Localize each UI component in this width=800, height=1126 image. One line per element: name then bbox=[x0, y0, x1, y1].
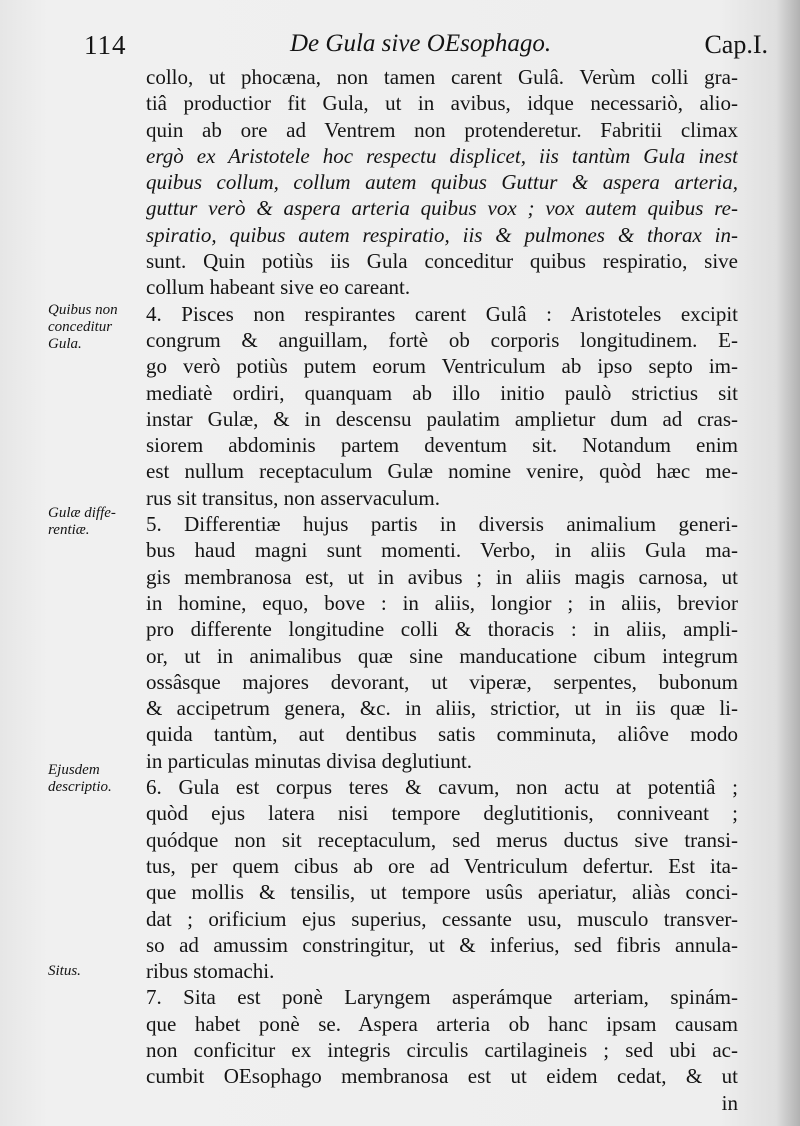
margin-note-line: descriptio. bbox=[48, 779, 112, 795]
text-line: 4. Pisces non respirantes carent Gulâ : Aristoteles excipit bbox=[146, 301, 738, 326]
text-line: quódque non sit receptaculum, sed merus ductus sive transi- bbox=[146, 827, 738, 852]
text-line: rus sit transitus, non asservaculum. bbox=[146, 485, 440, 510]
text-line: 5. Differentiæ hujus partis in diversis animalium generi- bbox=[146, 512, 738, 537]
text-line: quida tantùm, aut dentibus satis comminuta, aliôve modo bbox=[146, 722, 738, 747]
text-line: gis membranosa est, ut in avibus ; in aliis magis carnosa, ut bbox=[146, 564, 738, 589]
margin-note-line: Quibus non bbox=[48, 302, 118, 318]
text-line: & accipetrum genera, &c. in aliis, strictior, ut in iis quæ li- bbox=[146, 696, 738, 721]
margin-note-situs bbox=[48, 963, 144, 980]
catchword: in bbox=[721, 1090, 738, 1115]
margin-note-line: conceditur bbox=[48, 319, 113, 335]
margin-note-line: rentiæ. bbox=[48, 522, 90, 538]
text-line: tus, per quem cibus ab ore ad Ventriculum defertur. Est ita- bbox=[146, 853, 738, 878]
text-line: or, ut in animalibus quæ sine manducatione cibum integrum bbox=[146, 643, 738, 668]
text-line: ergò ex Aristotele hoc respectu displicet, iis tantùm Gula inest bbox=[146, 143, 738, 168]
text-line: quibus collum, collum autem quibus Guttur & aspera arteria, bbox=[146, 170, 738, 195]
margin-note-line: Situs. bbox=[48, 963, 81, 979]
margin-note-ejusdem-descriptio bbox=[48, 762, 144, 796]
margin-note-quibus-non-conceditur bbox=[48, 302, 144, 353]
text-line: ribus stomachi. bbox=[146, 959, 275, 984]
text-line: bus haud magni sunt momenti. Verbo, in aliis Gula ma- bbox=[146, 538, 738, 563]
text-line: guttur verò & aspera arteria quibus vox ; vox autem quibus re- bbox=[146, 196, 738, 221]
text-line: instar Gulæ, & in descensu paulatim amplietur dum ad cras- bbox=[146, 406, 738, 431]
margin-note-line: Ejusdem bbox=[48, 762, 100, 778]
margin-note-line: Gula. bbox=[48, 336, 82, 352]
text-line: non conficitur ex integris circulis cartilagineis ; sed ubi ac- bbox=[146, 1037, 738, 1062]
text-line: siorem abdominis partem deventum sit. Notandum enim bbox=[146, 433, 738, 458]
text-line: 6. Gula est corpus teres & cavum, non actu at potentiâ ; bbox=[146, 775, 738, 800]
chapter-label: Cap.I. bbox=[704, 30, 768, 59]
text-line: pro differente longitudine colli & thoracis : in aliis, ampli- bbox=[146, 617, 738, 642]
text-line: spiratio, quibus autem respiratio, iis & pulmones & thorax in- bbox=[146, 222, 738, 247]
running-title: De Gula sive OEsophago. bbox=[290, 30, 552, 57]
text-line: in particulas minutas divisa deglutiunt. bbox=[146, 748, 473, 773]
text-line: ossâsque majores devorant, ut viperæ, serpentes, bubonum bbox=[146, 669, 738, 694]
margin-note-gulae-differentiae bbox=[48, 505, 144, 539]
text-line: que habet ponè se. Aspera arteria ob hanc ipsam causam bbox=[146, 1011, 738, 1036]
text-line: go verò potiùs putem eorum Ventriculum ab ipso septo im- bbox=[146, 354, 738, 379]
text-line: tiâ productior fit Gula, ut in avibus, idque necessariò, alio- bbox=[146, 91, 738, 116]
page-edge-shadow bbox=[776, 0, 800, 1126]
text-line: cumbit OEsophago membranosa est ut eidem cedat, & ut bbox=[146, 1064, 738, 1089]
text-line: sunt. Quin potiùs iis Gula conceditur quibus respiratio, sive bbox=[146, 249, 738, 274]
text-line: collum habeant sive eo careant. bbox=[146, 275, 411, 300]
text-line: collo, ut phocæna, non tamen carent Gulâ. Verùm colli gra- bbox=[146, 65, 738, 89]
page-number: 114 bbox=[84, 30, 127, 60]
margin-note-line: Gulæ diffe- bbox=[48, 505, 116, 521]
body-text bbox=[146, 64, 738, 1116]
text-line: quin ab ore ad Ventrem non protenderetur. Fabritii climax bbox=[146, 117, 738, 142]
text-line: 7. Sita est ponè Laryngem asperámque arteriam, spinám- bbox=[146, 985, 738, 1010]
text-line: quòd ejus latera nisi tempore deglutitionis, conniveant ; bbox=[146, 801, 738, 826]
running-header bbox=[84, 26, 768, 66]
text-line: dat ; orificium ejus superius, cessante usu, musculo transver- bbox=[146, 906, 738, 931]
text-line: est nullum receptaculum Gulæ nomine venire, quòd hæc me- bbox=[146, 459, 738, 484]
text-line: so ad amussim constringitur, ut & inferius, sed fibris annula- bbox=[146, 932, 738, 957]
text-line: in homine, equo, bove : in aliis, longior ; in aliis, brevior bbox=[146, 590, 738, 615]
text-line: mediatè ordiri, quanquam ab illo initio paulò strictius sit bbox=[146, 380, 738, 405]
text-line: que mollis & tensilis, ut tempore usûs aperiatur, aliàs conci- bbox=[146, 880, 738, 905]
text-line: congrum & anguillam, fortè ob corporis longitudinem. E- bbox=[146, 327, 738, 352]
